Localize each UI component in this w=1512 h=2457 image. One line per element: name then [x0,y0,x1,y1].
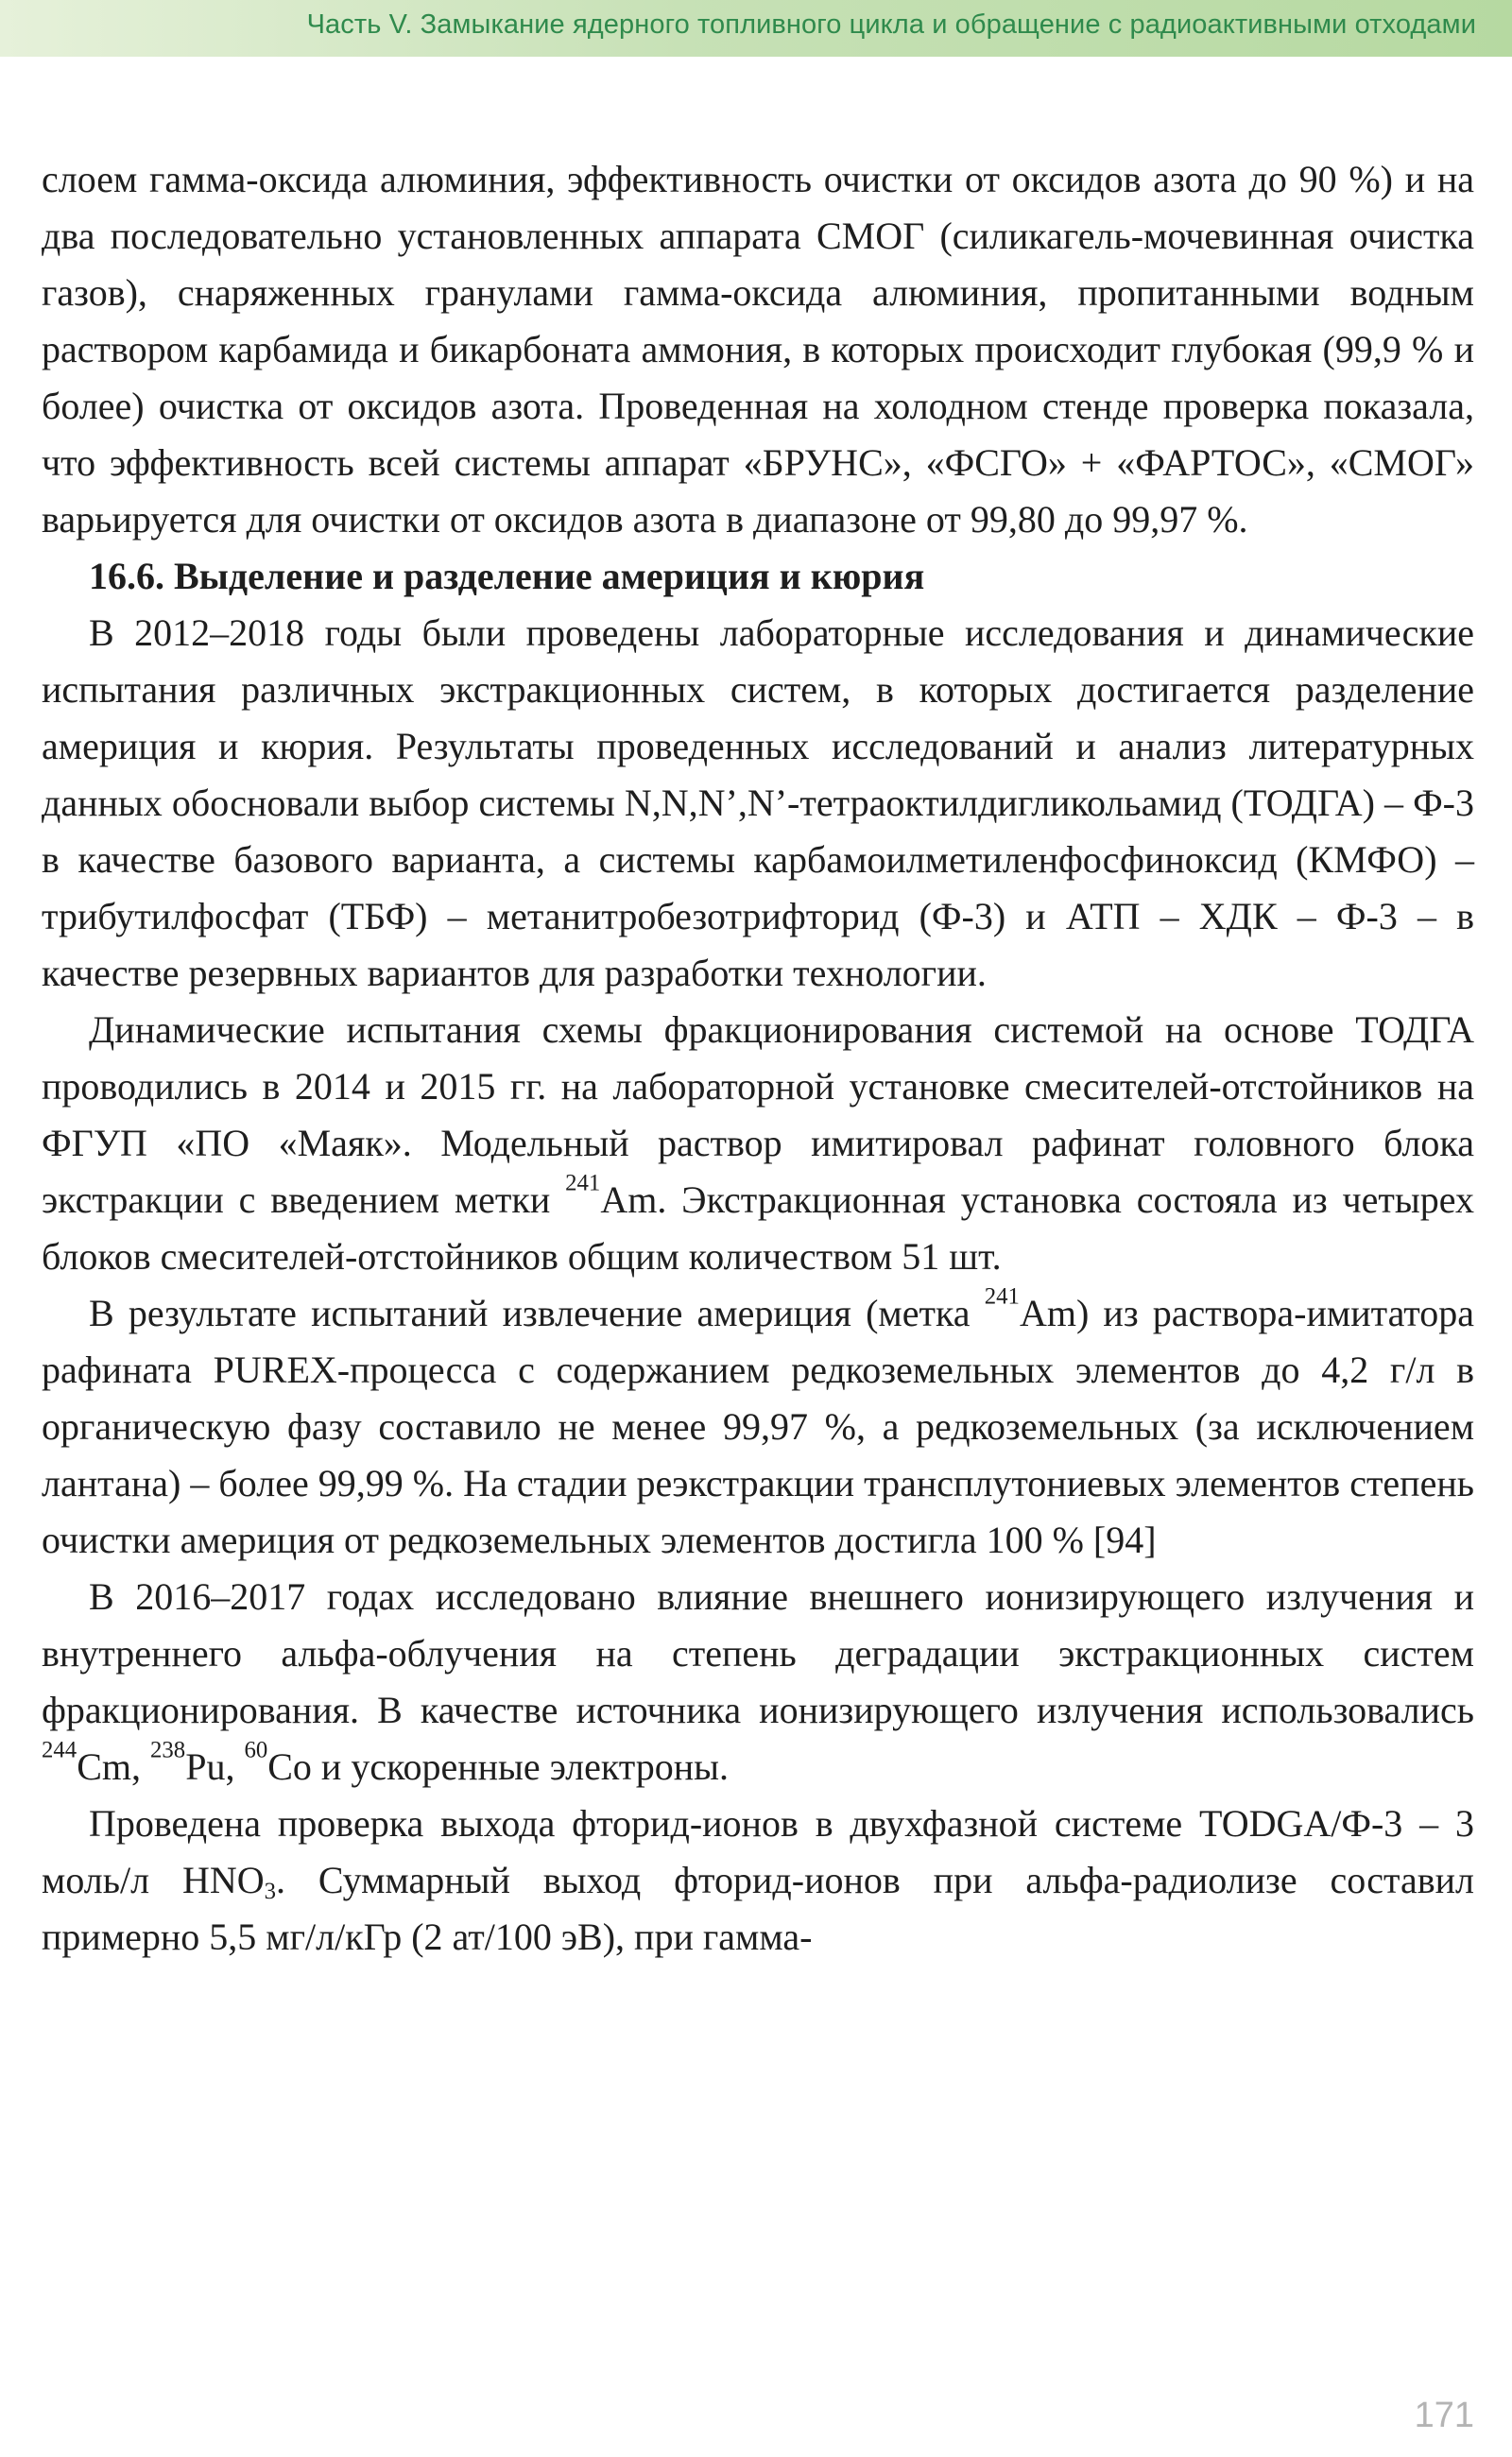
text-segment: Динамические испытания схемы фракционирования системой на основе ТОДГА проводились в 2014 и 2015 гг. на лабораторной установке смесителей-отстойников на ФГУП «ПО «Маяк». Модельный раствор имитировал рафинат головного блока экстракции с введением метки [42,1008,1474,1221]
page-body [42,151,1474,1966]
paragraph-test-results [42,1285,1474,1569]
text-segment: Am. Экстракционная установка состояла из четырех блоков смесителей-отстойников общим количеством 51 шт. [42,1178,1475,1278]
paragraph-radiation-study [42,1569,1474,1796]
paragraph-2012-2018: В 2012–2018 годы были проведены лабораторные исследования и динамические испытания различных экстракционных систем, в которых достигается разделение америция и кюрия. Результаты проведенных исследований и анализ литературных данных обосновали выбор системы N,N,N’,N’-тетраоктилдигликольамид (ТОДГА) – Ф-3 в качестве базового варианта, а системы карбамоилметиленфосфиноксид (КМФО) – трибутилфосфат (ТБФ) – метанитробезотрифторид (Ф-3) и АТП – ХДК – Ф-3 – в качестве резервных вариантов для разработки технологии. [42,611,1474,994]
text-segment: Pu, [185,1745,245,1788]
running-header [0,0,1512,57]
text-segment: . Суммарный выход фторид-ионов при альфа-радиолизе составил примерно 5,5 мг/л/кГр (2 ат/100 эВ), при гамма- [42,1859,1474,1958]
text-segment: Cm, [77,1745,150,1788]
formula-subscript: 3 [264,1879,277,1905]
text-segment: В 2016–2017 годах исследовано влияние внешнего ионизирующего излучения и внутреннего альфа-облучения на степень деградации экстракционных систем фракционирования. В качестве источника ионизирующего излучения использовались [42,1575,1474,1731]
text-segment: Co и ускоренные электроны. [267,1745,730,1788]
paragraph-dynamic-tests [42,1002,1474,1285]
isotope-superscript: 238 [150,1737,186,1763]
paragraph-fluoride-yield [42,1796,1474,1966]
page-number: 171 [1414,2396,1474,2435]
text-segment: В результате испытаний извлечение америция (метка [89,1292,985,1334]
paragraph-continued: слоем гамма-оксида алюминия, эффективность очистки от оксидов азота до 90 %) и на два последовательно установленных аппарата СМОГ (силикагель-мочевинная очистка газов), снаряженных гранулами гамма-оксида алюминия, пропитанными водным раствором карбамида и бикарбоната аммония, в которых происходит глубокая (99,9 % и более) очистка от оксидов азота. Проведенная на холодном стенде проверка показала, что эффективность всей системы аппарат «БРУНС», «ФСГО» + «ФАРТОС», «СМОГ» варьируется для очистки от оксидов азота в диапазоне от 99,80 до 99,97 %. [42,158,1474,541]
isotope-superscript: 241 [565,1170,601,1196]
running-header-title: Часть V. Замыкание ядерного топливного цикла и обращение с радиоактивными отходами [306,9,1476,40]
isotope-superscript: 60 [244,1737,268,1763]
section-heading: 16.6. Выделение и разделение америция и кюрия [89,555,925,597]
isotope-superscript: 241 [984,1283,1020,1310]
text-segment: Am) из раствора-имитатора рафината PUREX-процесса с содержанием редкоземельных элементов до 4,2 г/л в органическую фазу составило не менее 99,97 %, а редкоземельных (за исключением лантана) – более 99,99 %. На стадии реэкстракции трансплутониевых элементов степень очистки америция от редкоземельных элементов достигла 100 % [94] [42,1292,1474,1561]
isotope-superscript: 244 [42,1737,77,1763]
text-segment: Проведена проверка выхода фторид-ионов в двухфазной системе TODGA/Ф-3 – 3 моль/л HNO [42,1802,1474,1901]
